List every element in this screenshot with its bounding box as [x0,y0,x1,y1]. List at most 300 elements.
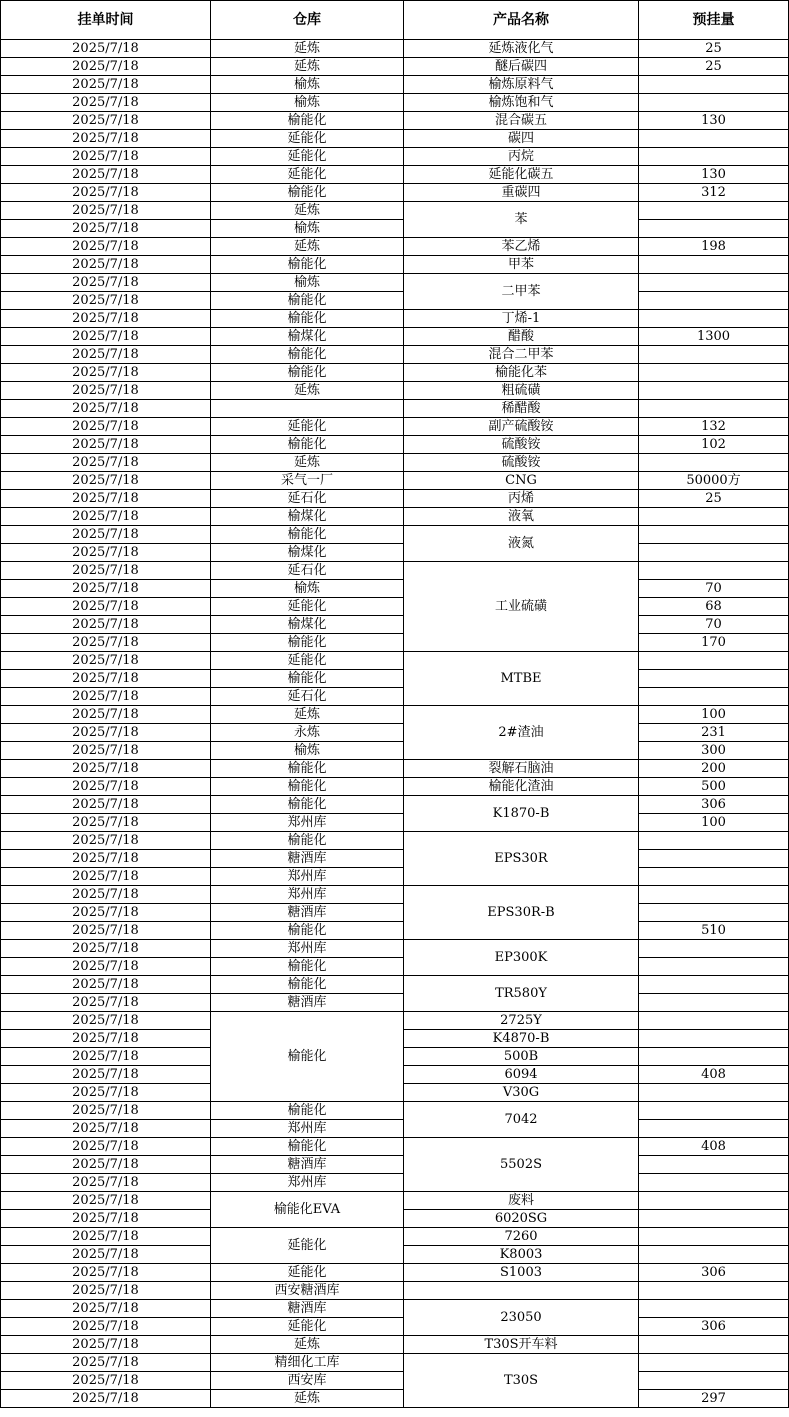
warehouse-cell[interactable]: 延能化 [211,652,404,670]
date-cell[interactable]: 2025/7/18 [1,1156,211,1174]
warehouse-cell[interactable]: 延能化 [211,418,404,436]
header-date[interactable]: 挂单时间 [1,1,211,40]
warehouse-cell[interactable]: 延石化 [211,688,404,706]
quantity-cell[interactable] [639,1336,789,1354]
quantity-cell[interactable] [639,508,789,526]
quantity-cell[interactable] [639,292,789,310]
quantity-cell[interactable] [639,202,789,220]
table-row [1,256,789,274]
table-row [1,616,789,634]
product-name-cell[interactable]: 延能化碳五 [404,166,639,184]
date-cell[interactable]: 2025/7/18 [1,490,211,508]
warehouse-cell[interactable]: 榆能化 [211,634,404,652]
product-name-cell[interactable]: T30S开车料 [404,1336,639,1354]
date-cell[interactable]: 2025/7/18 [1,1372,211,1390]
warehouse-cell[interactable]: 榆能化 [211,364,404,382]
quantity-cell[interactable] [639,1012,789,1030]
warehouse-cell[interactable]: 西安库 [211,1372,404,1390]
product-name-cell[interactable]: 醋酸 [404,328,639,346]
warehouse-cell[interactable]: 榆能化 [211,670,404,688]
quantity-cell[interactable] [639,1120,789,1138]
date-cell[interactable]: 2025/7/18 [1,238,211,256]
header-warehouse[interactable]: 仓库 [211,1,404,40]
quantity-cell[interactable] [639,310,789,328]
product-name-cell[interactable]: S1003 [404,1264,639,1282]
date-cell[interactable]: 2025/7/18 [1,1084,211,1102]
product-name-cell[interactable]: EP300K [404,940,639,976]
warehouse-cell[interactable]: 榆能化 [211,760,404,778]
date-cell[interactable]: 2025/7/18 [1,850,211,868]
date-cell[interactable]: 2025/7/18 [1,202,211,220]
date-cell[interactable]: 2025/7/18 [1,796,211,814]
product-name-cell[interactable]: 丙烷 [404,148,639,166]
product-name-cell[interactable]: 延炼液化气 [404,40,639,58]
product-name-cell[interactable]: V30G [404,1084,639,1102]
warehouse-cell[interactable]: 榆能化 [211,184,404,202]
warehouse-cell[interactable]: 延炼 [211,1336,404,1354]
quantity-cell[interactable]: 50000方 [639,472,789,490]
product-name-cell[interactable]: 粗硫磺 [404,382,639,400]
product-name-cell[interactable]: 二甲苯 [404,274,639,310]
warehouse-cell[interactable]: 榆炼 [211,742,404,760]
warehouse-cell[interactable]: 延炼 [211,382,404,400]
warehouse-cell[interactable]: 榆炼 [211,94,404,112]
quantity-cell[interactable]: 70 [639,580,789,598]
quantity-cell[interactable]: 297 [639,1390,789,1408]
date-cell[interactable]: 2025/7/18 [1,778,211,796]
product-name-cell[interactable]: 500B [404,1048,639,1066]
table-row [1,760,789,778]
warehouse-cell[interactable]: 榆能化 [211,1102,404,1120]
date-cell[interactable]: 2025/7/18 [1,922,211,940]
warehouse-cell[interactable]: 榆炼 [211,580,404,598]
quantity-cell[interactable]: 100 [639,706,789,724]
quantity-cell[interactable] [639,454,789,472]
warehouse-cell[interactable]: 糖酒库 [211,994,404,1012]
date-cell[interactable]: 2025/7/18 [1,1282,211,1300]
date-cell[interactable]: 2025/7/18 [1,328,211,346]
quantity-cell[interactable]: 1300 [639,328,789,346]
date-cell[interactable]: 2025/7/18 [1,1048,211,1066]
warehouse-cell[interactable]: 榆能化 [211,976,404,994]
warehouse-cell[interactable]: 榆煤化 [211,508,404,526]
warehouse-cell[interactable]: 榆能化 [211,292,404,310]
warehouse-cell[interactable]: 榆煤化 [211,616,404,634]
quantity-cell[interactable]: 408 [639,1138,789,1156]
date-cell[interactable]: 2025/7/18 [1,436,211,454]
warehouse-cell[interactable]: 榆能化 [211,796,404,814]
date-cell[interactable]: 2025/7/18 [1,814,211,832]
product-name-cell[interactable]: 醚后碳四 [404,58,639,76]
product-name-cell[interactable]: 丙烯 [404,490,639,508]
table-row [1,1300,789,1318]
date-cell[interactable]: 2025/7/18 [1,1354,211,1372]
product-name-cell[interactable]: 榆能化苯 [404,364,639,382]
warehouse-cell[interactable]: 糖酒库 [211,1156,404,1174]
product-name-cell[interactable]: 重碳四 [404,184,639,202]
table-row [1,868,789,886]
product-name-cell[interactable]: 碳四 [404,130,639,148]
date-cell[interactable]: 2025/7/18 [1,310,211,328]
date-cell[interactable]: 2025/7/18 [1,1120,211,1138]
product-name-cell[interactable]: EPS30R-B [404,886,639,940]
product-name-cell[interactable]: 7260 [404,1228,639,1246]
quantity-cell[interactable] [639,1300,789,1318]
date-cell[interactable]: 2025/7/18 [1,400,211,418]
date-cell[interactable]: 2025/7/18 [1,1012,211,1030]
date-cell[interactable]: 2025/7/18 [1,40,211,58]
product-name-cell[interactable]: 甲苯 [404,256,639,274]
quantity-cell[interactable] [639,526,789,544]
date-cell[interactable]: 2025/7/18 [1,1174,211,1192]
quantity-cell[interactable] [639,346,789,364]
product-name-cell[interactable]: CNG [404,472,639,490]
quantity-cell[interactable] [639,1282,789,1300]
quantity-cell[interactable] [639,220,789,238]
date-cell[interactable]: 2025/7/18 [1,148,211,166]
quantity-cell[interactable]: 68 [639,598,789,616]
quantity-cell[interactable] [639,868,789,886]
warehouse-cell[interactable]: 延石化 [211,490,404,508]
quantity-cell[interactable] [639,904,789,922]
product-name-cell[interactable]: 丁烯-1 [404,310,639,328]
warehouse-cell[interactable]: 榆能化 [211,436,404,454]
date-cell[interactable]: 2025/7/18 [1,454,211,472]
date-cell[interactable]: 2025/7/18 [1,382,211,400]
quantity-cell[interactable]: 170 [639,634,789,652]
product-name-cell[interactable]: 副产硫酸铵 [404,418,639,436]
warehouse-cell[interactable]: 榆能化 [211,922,404,940]
quantity-cell[interactable] [639,1048,789,1066]
warehouse-cell[interactable]: 精细化工库 [211,1354,404,1372]
warehouse-cell[interactable]: 延炼 [211,706,404,724]
date-cell[interactable]: 2025/7/18 [1,544,211,562]
quantity-cell[interactable] [639,832,789,850]
table-row [1,634,789,652]
quantity-cell[interactable]: 306 [639,796,789,814]
warehouse-cell[interactable]: 郑州库 [211,1120,404,1138]
table-row [1,940,789,958]
warehouse-cell[interactable]: 榆能化 [211,958,404,976]
quantity-cell[interactable] [639,562,789,580]
warehouse-cell[interactable]: 榆能化 [211,346,404,364]
warehouse-cell[interactable]: 延能化 [211,1318,404,1336]
warehouse-cell[interactable]: 榆炼 [211,76,404,94]
product-name-cell[interactable]: 混合二甲苯 [404,346,639,364]
table-row [1,886,789,904]
product-name-cell[interactable]: 2#渣油 [404,706,639,760]
product-name-cell[interactable]: 6020SG [404,1210,639,1228]
warehouse-cell[interactable]: 郑州库 [211,940,404,958]
warehouse-cell[interactable]: 郑州库 [211,886,404,904]
quantity-cell[interactable]: 25 [639,58,789,76]
quantity-cell[interactable] [639,274,789,292]
quantity-cell[interactable]: 132 [639,418,789,436]
date-cell[interactable]: 2025/7/18 [1,184,211,202]
table-row [1,526,789,544]
quantity-cell[interactable]: 25 [639,40,789,58]
date-cell[interactable]: 2025/7/18 [1,652,211,670]
product-name-cell[interactable]: 液氮 [404,526,639,562]
warehouse-cell[interactable]: 延炼 [211,238,404,256]
date-cell[interactable]: 2025/7/18 [1,832,211,850]
quantity-cell[interactable]: 198 [639,238,789,256]
quantity-cell[interactable] [639,1174,789,1192]
warehouse-cell[interactable]: 西安糖酒库 [211,1282,404,1300]
product-name-cell[interactable]: K8003 [404,1246,639,1264]
product-name-cell[interactable]: MTBE [404,652,639,706]
quantity-cell[interactable] [639,850,789,868]
quantity-cell[interactable] [639,544,789,562]
date-cell[interactable]: 2025/7/18 [1,508,211,526]
warehouse-cell[interactable]: 郑州库 [211,1174,404,1192]
date-cell[interactable]: 2025/7/18 [1,1246,211,1264]
product-name-cell[interactable]: 硫酸铵 [404,436,639,454]
warehouse-cell[interactable]: 延石化 [211,562,404,580]
date-cell[interactable]: 2025/7/18 [1,1030,211,1048]
warehouse-cell[interactable]: 延能化 [211,166,404,184]
date-cell[interactable]: 2025/7/18 [1,58,211,76]
warehouse-cell[interactable]: 榆能化 [211,1012,404,1102]
product-name-cell[interactable]: EPS30R [404,832,639,886]
warehouse-cell[interactable]: 榆能化EVA [211,1192,404,1228]
quantity-cell[interactable] [639,1084,789,1102]
quantity-cell[interactable] [639,1228,789,1246]
product-name-cell[interactable]: 5502S [404,1138,639,1192]
quantity-cell[interactable] [639,256,789,274]
table-row [1,76,789,94]
quantity-cell[interactable] [639,76,789,94]
date-cell[interactable]: 2025/7/18 [1,1192,211,1210]
quantity-cell[interactable]: 25 [639,490,789,508]
quantity-cell[interactable] [639,130,789,148]
table-row [1,1156,789,1174]
quantity-cell[interactable] [639,1372,789,1390]
date-cell[interactable]: 2025/7/18 [1,688,211,706]
date-cell[interactable]: 2025/7/18 [1,472,211,490]
product-name-cell[interactable]: 稀醋酸 [404,400,639,418]
warehouse-cell[interactable]: 榆煤化 [211,328,404,346]
quantity-cell[interactable]: 300 [639,742,789,760]
quantity-cell[interactable] [639,688,789,706]
quantity-cell[interactable] [639,940,789,958]
quantity-cell[interactable]: 100 [639,814,789,832]
warehouse-cell[interactable]: 榆能化 [211,526,404,544]
date-cell[interactable]: 2025/7/18 [1,1300,211,1318]
warehouse-cell[interactable]: 延炼 [211,58,404,76]
date-cell[interactable]: 2025/7/18 [1,580,211,598]
table-row [1,454,789,472]
quantity-cell[interactable] [639,94,789,112]
date-cell[interactable]: 2025/7/18 [1,886,211,904]
warehouse-cell[interactable]: 延炼 [211,454,404,472]
quantity-cell[interactable]: 231 [639,724,789,742]
warehouse-cell[interactable]: 郑州库 [211,814,404,832]
product-name-cell[interactable]: 苯乙烯 [404,238,639,256]
date-cell[interactable]: 2025/7/18 [1,112,211,130]
warehouse-cell[interactable]: 延能化 [211,148,404,166]
quantity-cell[interactable] [639,886,789,904]
date-cell[interactable]: 2025/7/18 [1,526,211,544]
date-cell[interactable]: 2025/7/18 [1,976,211,994]
date-cell[interactable]: 2025/7/18 [1,364,211,382]
warehouse-cell[interactable]: 采气一厂 [211,472,404,490]
quantity-cell[interactable] [639,1030,789,1048]
quantity-cell[interactable]: 500 [639,778,789,796]
date-cell[interactable]: 2025/7/18 [1,1066,211,1084]
date-cell[interactable]: 2025/7/18 [1,1102,211,1120]
warehouse-cell[interactable]: 延能化 [211,130,404,148]
quantity-cell[interactable] [639,364,789,382]
quantity-cell[interactable] [639,976,789,994]
product-name-cell[interactable] [404,1282,639,1300]
date-cell[interactable]: 2025/7/18 [1,76,211,94]
warehouse-cell[interactable]: 延炼 [211,40,404,58]
product-name-cell[interactable]: 裂解石脑油 [404,760,639,778]
quantity-cell[interactable] [639,1210,789,1228]
product-name-cell[interactable]: TR580Y [404,976,639,1012]
table-row [1,580,789,598]
quantity-cell[interactable] [639,652,789,670]
quantity-cell[interactable]: 200 [639,760,789,778]
table-row [1,1102,789,1120]
date-cell[interactable]: 2025/7/18 [1,670,211,688]
product-name-cell[interactable]: 榆炼原料气 [404,76,639,94]
product-name-cell[interactable]: 7042 [404,1102,639,1138]
warehouse-cell[interactable]: 榆炼 [211,274,404,292]
quantity-cell[interactable]: 130 [639,112,789,130]
quantity-cell[interactable]: 102 [639,436,789,454]
table-row [1,202,789,220]
date-cell[interactable]: 2025/7/18 [1,256,211,274]
date-cell[interactable]: 2025/7/18 [1,760,211,778]
warehouse-cell[interactable]: 延能化 [211,598,404,616]
date-cell[interactable]: 2025/7/18 [1,1390,211,1408]
table-row [1,220,789,238]
quantity-cell[interactable]: 306 [639,1318,789,1336]
date-cell[interactable]: 2025/7/18 [1,562,211,580]
date-cell[interactable]: 2025/7/18 [1,940,211,958]
table-row [1,922,789,940]
quantity-cell[interactable]: 408 [639,1066,789,1084]
date-cell[interactable]: 2025/7/18 [1,904,211,922]
product-name-cell[interactable]: 2725Y [404,1012,639,1030]
quantity-cell[interactable] [639,1192,789,1210]
table-row [1,1390,789,1408]
warehouse-cell[interactable]: 糖酒库 [211,850,404,868]
warehouse-cell[interactable]: 延能化 [211,1228,404,1264]
date-cell[interactable]: 2025/7/18 [1,706,211,724]
date-cell[interactable]: 2025/7/18 [1,634,211,652]
product-name-cell[interactable]: 23050 [404,1300,639,1336]
table-row [1,688,789,706]
date-cell[interactable]: 2025/7/18 [1,418,211,436]
product-name-cell[interactable]: 苯 [404,202,639,238]
date-cell[interactable]: 2025/7/18 [1,994,211,1012]
date-cell[interactable]: 2025/7/18 [1,1138,211,1156]
warehouse-cell[interactable]: 延炼 [211,1390,404,1408]
warehouse-cell[interactable]: 糖酒库 [211,1300,404,1318]
header-product-name[interactable]: 产品名称 [404,1,639,40]
quantity-cell[interactable] [639,1156,789,1174]
date-cell[interactable]: 2025/7/18 [1,166,211,184]
warehouse-cell[interactable]: 榆能化 [211,832,404,850]
date-cell[interactable]: 2025/7/18 [1,1210,211,1228]
quantity-cell[interactable] [639,670,789,688]
quantity-cell[interactable] [639,994,789,1012]
warehouse-cell[interactable]: 永炼 [211,724,404,742]
date-cell[interactable]: 2025/7/18 [1,1336,211,1354]
header-quantity[interactable]: 预挂量 [639,1,789,40]
date-cell[interactable]: 2025/7/18 [1,724,211,742]
product-name-cell[interactable]: 硫酸铵 [404,454,639,472]
product-name-cell[interactable]: K4870-B [404,1030,639,1048]
date-cell[interactable]: 2025/7/18 [1,616,211,634]
warehouse-cell[interactable]: 榆能化 [211,256,404,274]
warehouse-cell[interactable]: 糖酒库 [211,904,404,922]
quantity-cell[interactable] [639,1246,789,1264]
quantity-cell[interactable] [639,148,789,166]
product-name-cell[interactable]: T30S [404,1354,639,1408]
product-name-cell[interactable]: 工业硫磺 [404,562,639,652]
quantity-cell[interactable] [639,400,789,418]
warehouse-cell[interactable]: 榆煤化 [211,544,404,562]
quantity-cell[interactable]: 130 [639,166,789,184]
date-cell[interactable]: 2025/7/18 [1,94,211,112]
warehouse-cell[interactable]: 榆能化 [211,1138,404,1156]
warehouse-cell[interactable]: 榆能化 [211,310,404,328]
product-name-cell[interactable]: 6094 [404,1066,639,1084]
date-cell[interactable]: 2025/7/18 [1,1228,211,1246]
warehouse-cell[interactable]: 榆能化 [211,112,404,130]
product-name-cell[interactable]: 废料 [404,1192,639,1210]
warehouse-cell[interactable]: 榆能化 [211,778,404,796]
quantity-cell[interactable] [639,958,789,976]
date-cell[interactable]: 2025/7/18 [1,220,211,238]
date-cell[interactable]: 2025/7/18 [1,1264,211,1282]
date-cell[interactable]: 2025/7/18 [1,346,211,364]
quantity-cell[interactable] [639,1354,789,1372]
date-cell[interactable]: 2025/7/18 [1,868,211,886]
warehouse-cell[interactable]: 延炼 [211,202,404,220]
quantity-cell[interactable]: 312 [639,184,789,202]
warehouse-cell[interactable]: 郑州库 [211,868,404,886]
warehouse-cell[interactable]: 榆炼 [211,220,404,238]
warehouse-cell[interactable]: 延能化 [211,1264,404,1282]
quantity-cell[interactable] [639,382,789,400]
product-name-cell[interactable]: 混合碳五 [404,112,639,130]
product-name-cell[interactable]: K1870-B [404,796,639,832]
quantity-cell[interactable]: 70 [639,616,789,634]
date-cell[interactable]: 2025/7/18 [1,958,211,976]
quantity-cell[interactable]: 510 [639,922,789,940]
warehouse-cell[interactable] [211,400,404,418]
product-name-cell[interactable]: 榆炼饱和气 [404,94,639,112]
product-name-cell[interactable]: 榆能化渣油 [404,778,639,796]
product-name-cell[interactable]: 液氧 [404,508,639,526]
quantity-cell[interactable] [639,1102,789,1120]
table-row [1,94,789,112]
date-cell[interactable]: 2025/7/18 [1,274,211,292]
date-cell[interactable]: 2025/7/18 [1,598,211,616]
date-cell[interactable]: 2025/7/18 [1,130,211,148]
date-cell[interactable]: 2025/7/18 [1,292,211,310]
table-row [1,598,789,616]
quantity-cell[interactable]: 306 [639,1264,789,1282]
date-cell[interactable]: 2025/7/18 [1,1318,211,1336]
date-cell[interactable]: 2025/7/18 [1,742,211,760]
table-row [1,40,789,58]
